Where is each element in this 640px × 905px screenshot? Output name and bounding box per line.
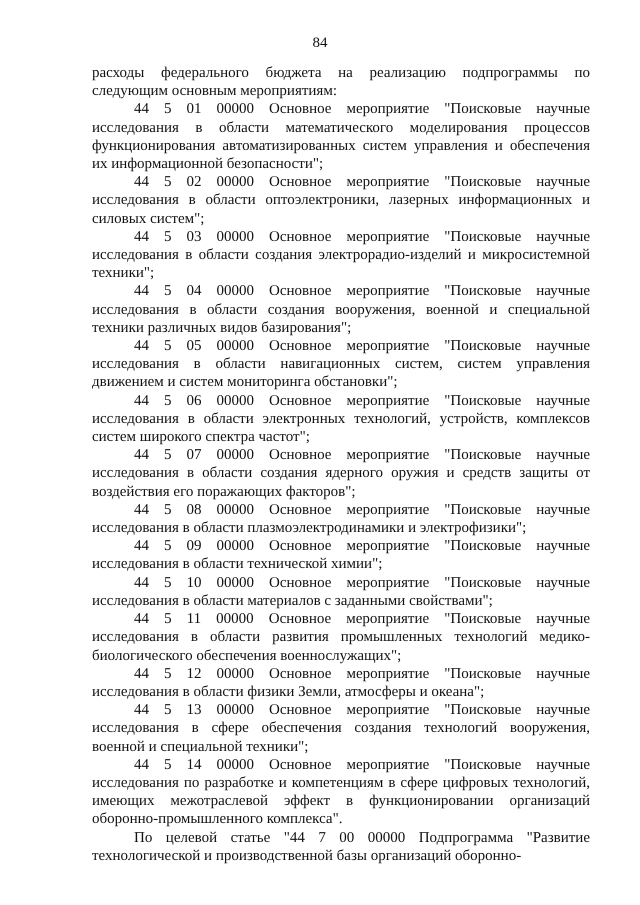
list-item: 44 5 06 00000 Основное мероприятие "Поисковые научные исследования в области электронных технологий, устройств, комплексов систем широкого спектра частот";	[92, 392, 590, 446]
list-item: 44 5 01 00000 Основное мероприятие "Поисковые научные исследования в области математического моделирования процессов функционирования автоматизированных систем управления и обеспечения их информационной безопасности";	[92, 101, 590, 173]
intro-paragraph: расходы федерального бюджета на реализацию подпрограммы по следующим основным мероприятиям:	[92, 65, 590, 100]
page-number: 84	[312, 35, 328, 51]
list-item: 44 5 05 00000 Основное мероприятие "Поисковые научные исследования в области навигационных систем, систем управления движением и систем мониторинга обстановки";	[92, 338, 590, 391]
list-item: 44 5 08 00000 Основное мероприятие "Поисковые научные исследования в области плазмоэлектродинамики и электрофизики";	[92, 501, 590, 537]
list-item: 44 5 10 00000 Основное мероприятие "Поисковые научные исследования в области материалов с заданными свойствами";	[92, 574, 590, 609]
list-item: 44 5 03 00000 Основное мероприятие "Поисковые научные исследования в области создания электрорадио-изделий и микросистемной техники";	[92, 228, 590, 282]
list-item: 44 5 02 00000 Основное мероприятие "Поисковые научные исследования в области оптоэлектроники, лазерных информационных и силовых систем";	[92, 174, 590, 227]
closing-paragraph: По целевой статье "44 7 00 00000 Подпрограмма "Развитие технологической и производственной базы организаций оборонно-	[92, 829, 590, 864]
list-item: 44 5 14 00000 Основное мероприятие "Поисковые научные исследования по разработке и компетенциям в сфере цифровых технологий, имеющих межотраслевой эффект в функционировании организаций оборонно-промышленного комплекса".	[92, 756, 590, 828]
list-item: 44 5 13 00000 Основное мероприятие "Поисковые научные исследования в сфере обеспечения создания технологий вооружения, военной и специальной техники";	[92, 702, 590, 755]
document-body	[92, 64, 590, 865]
list-item: 44 5 11 00000 Основное мероприятие "Поисковые научные исследования в области развития промышленных технологий медико-биологического обеспечения военнослужащих";	[92, 611, 590, 664]
list-item: 44 5 04 00000 Основное мероприятие "Поисковые научные исследования в области создания вооружения, военной и специальной техники различных видов базирования";	[92, 283, 590, 336]
list-item: 44 5 12 00000 Основное мероприятие "Поисковые научные исследования в области физики Земли, атмосферы и океана";	[92, 665, 590, 700]
list-item: 44 5 07 00000 Основное мероприятие "Поисковые научные исследования в области создания ядерного оружия и средств защиты от воздействия его поражающих факторов";	[92, 447, 590, 500]
list-item: 44 5 09 00000 Основное мероприятие "Поисковые научные исследования в области технической химии";	[92, 538, 590, 573]
